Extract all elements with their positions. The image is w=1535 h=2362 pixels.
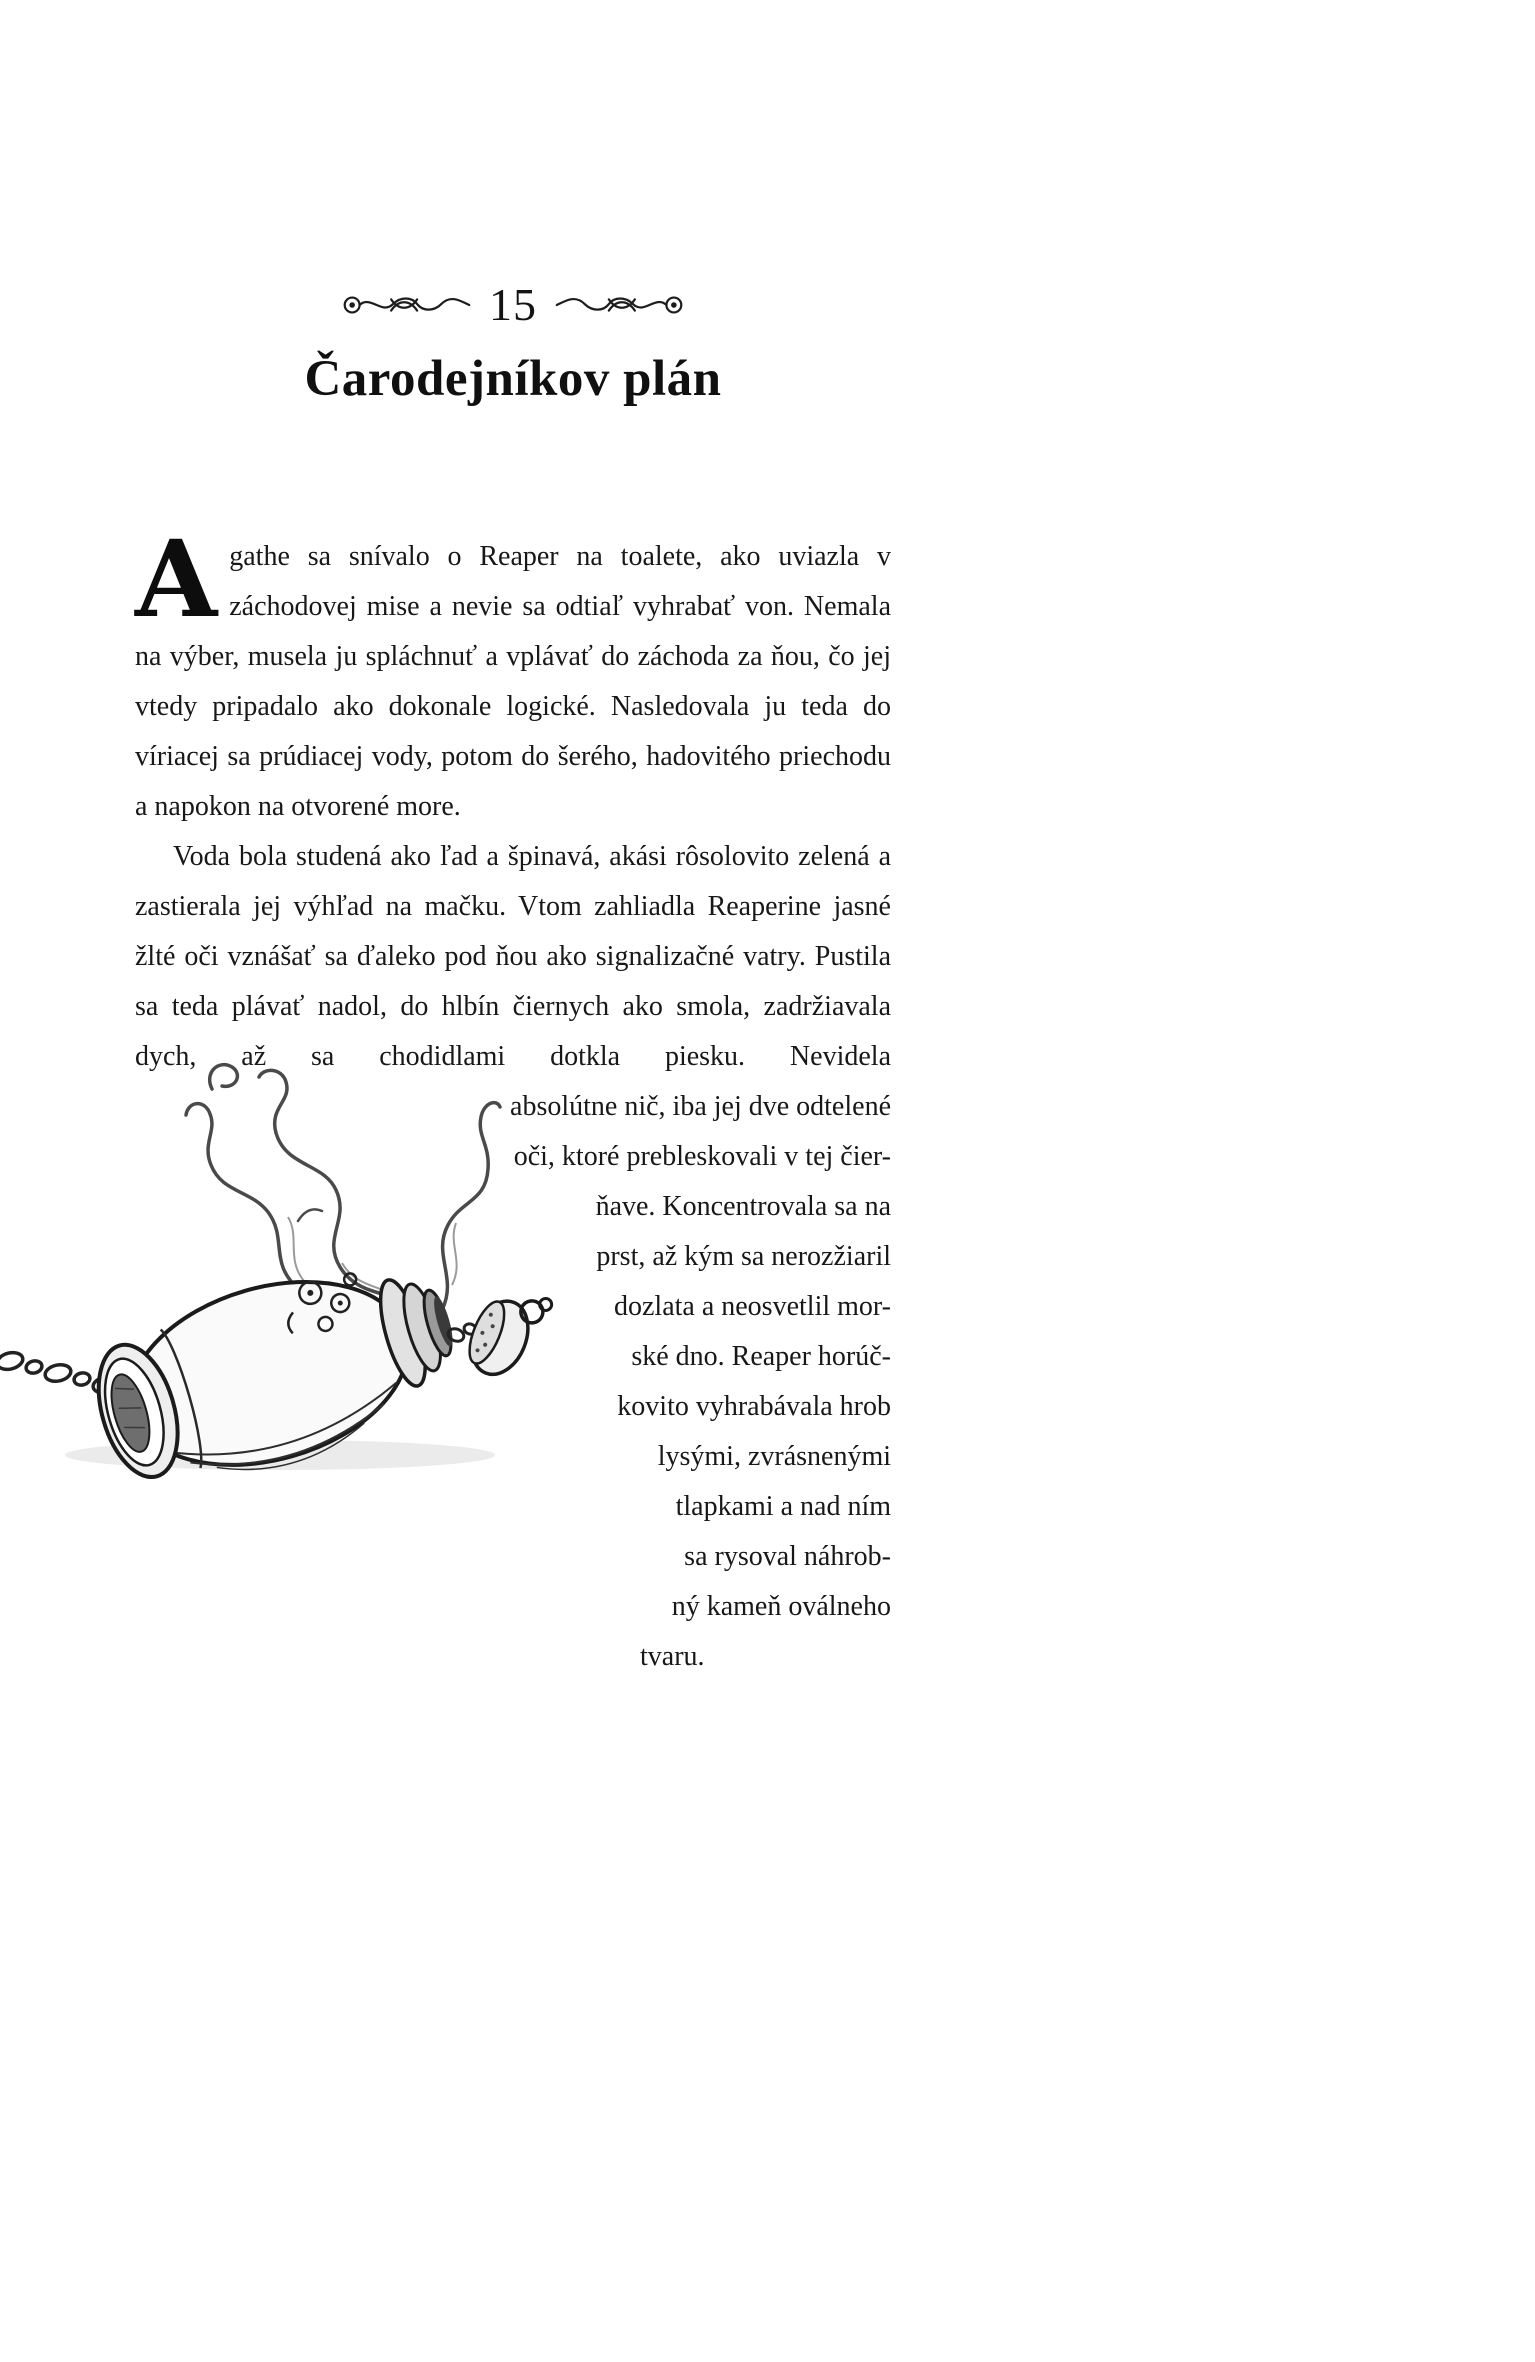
wrapped-line: sa rysoval náhrob- — [684, 1541, 891, 1572]
wrapped-line: absolútne nič, iba jej dve odtelené — [510, 1091, 891, 1122]
flourish-left-icon — [341, 289, 471, 321]
wrapped-line: ňave. Koncentrovala sa na — [595, 1191, 891, 1222]
paragraph-1-text: gathe sa snívalo o Reaper na toalete, ako uviazla v záchodovej mise a nevie sa odtiaľ vyhrabať von. Nemala na výber, musela ju spláchnuť a vplávať do záchoda za ňou, čo jej vtedy pripadalo ako dokonale logické. Nasledovala ju teda do víriacej sa prúdiacej vody, potom do šerého, hadovitého priechodu a napokon na otvorené more. — [135, 541, 891, 822]
chapter-number: 15 — [489, 279, 537, 330]
wrapped-line: tvaru. — [640, 1641, 705, 1672]
body-text — [135, 516, 891, 1682]
wrapped-line: tlapkami a nad ním — [675, 1491, 891, 1522]
flourish-right-icon — [555, 289, 685, 321]
wrapped-line: dozlata a neosvetlil mor- — [613, 1291, 891, 1322]
wrapped-line: prst, až kým sa nerozžiaril — [596, 1241, 891, 1272]
paragraph-1 — [135, 516, 891, 832]
wrapped-line: lysými, zvrásnenými — [657, 1441, 891, 1472]
paragraph-2-start: Voda bola studená ako ľad a špinavá, akási rôsolovito zelená a zastierala jej výhľad na mačku. Vtom zahliadla Reaperine jasné žlté oči vznášať sa ďaleko pod ňou ako signalizačné vatry. Pustila sa teda plávať nadol, do hlbín čiernych ako smola, zadržiavala dych, až sa chodidlami dotkla piesku. Nevidela — [135, 841, 891, 1072]
wrapped-line: oči, ktoré prebleskovali v tej čier- — [513, 1141, 891, 1172]
chapter-title: Čarodejníkov plán — [304, 351, 722, 407]
wrapped-line: ské dno. Reaper horúč- — [631, 1341, 891, 1372]
drop-cap: A — [135, 516, 218, 641]
paragraph-2-wrapped — [135, 1082, 891, 1682]
chapter-ornament — [135, 279, 891, 330]
wrapped-line: ný kameň oválneho — [671, 1591, 891, 1622]
text-column — [135, 0, 891, 1682]
wrapped-line: kovito vyhrabávala hrob — [617, 1391, 891, 1422]
